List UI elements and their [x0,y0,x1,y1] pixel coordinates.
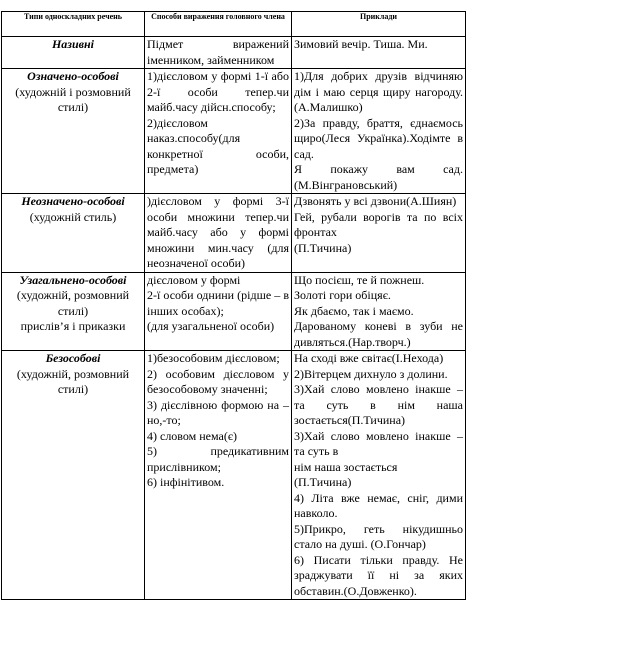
example-line: Що посієш, те й пожнеш. [294,272,425,287]
header-cell-types: Типи односкладних речень [2,12,145,37]
expression-line: дієсловом у формі [147,272,241,287]
example-line: Як дбаємо, так і маємо. [294,303,414,318]
table-row [2,69,466,194]
expression-line: 2) особовим дієсловом у безособовому значенні; [147,366,289,396]
example-cell [292,351,466,600]
example-cell [292,272,466,351]
type-cell [2,272,145,351]
table-row [2,351,466,600]
sentence-types-table [1,11,466,600]
type-cell [2,351,145,600]
example-line: 6) Писати тільки правду. Не зраджувати її ні за яких обставин.(О.Довженко). [294,552,463,598]
type-cell [2,194,145,273]
table-header-row [2,12,466,37]
example-line: Гей, рубали ворогів та по всіх фронтах [294,209,463,239]
type-cell [2,69,145,194]
example-cell [292,194,466,273]
type-name: Називні [51,37,95,51]
expression-line: 5) предикативним прислівником; [147,444,289,474]
style-note: (художній стиль) [29,209,117,224]
expression-line: 2-ї особи однини (рідше – в інших особах); [147,288,289,318]
expression-line: 1)дієсловом у формі 1-ї або 2-ї особи тепер.чи майб.часу дійсн.способу; [147,69,289,114]
expression-cell [145,194,292,273]
table-row [2,37,466,69]
example-line: Зимовий вечір. Тиша. Ми. [294,37,428,51]
expression-line: Підмет виражений іменником, займенником [147,37,289,67]
type-name: Означено-особові [27,69,119,83]
example-line: Дзвонять у всі дзвони(А.Шиян) [294,194,457,208]
expression-cell [145,69,292,194]
example-line: (П.Тичина) [294,240,352,255]
expression-line: )дієсловом у формі 3-ї особи множини тепер.чи майб.часу або у формі множини мин.часу (для неозначеної особи) [147,194,289,270]
example-line: 3)Хай слово мовлено інакше – та суть в [294,428,463,458]
type-name: Безособові [45,351,101,365]
style-note: (художній, розмовний стилі) [16,366,130,396]
type-name: Узагальнено-особові [19,272,127,287]
example-line: Я покажу вам сад.(М.Вінграновський) [294,162,463,192]
expression-cell [145,37,292,69]
example-line: 5)Прикро, геть нікудишньо стало на душі. (О.Гончар) [294,521,463,551]
example-line: 4) Літа вже немає, сніг, дими навколо. [294,490,463,520]
header-cell-examples: Приклади [292,12,466,37]
example-line: На сході вже світає(І.Нехода) [294,351,444,365]
type-name: Неозначено-особові [21,194,125,208]
style-note: (художній і розмовний стилі) [15,84,131,114]
example-line: нім наша зостається [294,459,398,474]
example-line: 1)Для добрих друзів відчиняю дім і маю серця щиру нагороду.(А.Малишко) [294,69,463,114]
expression-line: (для узагальненої особи) [147,319,275,333]
example-cell [292,37,466,69]
style-note: прислів’я і приказки [20,319,126,333]
expression-line: 3) дієслівною формою на –но,-то; [147,397,289,427]
example-line: Дарованому коневі в зуби не дивляться.(Нар.творч.) [294,319,463,349]
example-line: 2)За правду, браття, єднаємось щиро(Леся Українка).Ходімте в сад. [294,115,463,161]
expression-cell [145,272,292,351]
expression-cell [145,351,292,600]
expression-line: 6) інфінітивом. [147,475,225,489]
expression-line: 2)дієсловом наказ.способу(для конкретної особи, предмета) [147,115,289,176]
example-cell [292,69,466,194]
example-line: 2)Вітерцем дихнуло з долини. [294,366,448,381]
table-row [2,272,466,351]
example-line: 3)Хай слово мовлено інакше – та суть в нім наша зостається(П.Тичина) [294,382,463,427]
example-line: Золоті гори обіцяє. [294,288,391,302]
table-row [2,194,466,273]
style-note: (художній, розмовний стилі) [16,288,130,318]
type-cell [2,37,145,69]
header-cell-expression: Способи вираження головного члена [145,12,292,37]
expression-line: 1)безособовим дієсловом; [147,351,280,365]
example-line: (П.Тичина) [294,475,352,489]
expression-line: 4) словом нема(є) [147,428,237,443]
